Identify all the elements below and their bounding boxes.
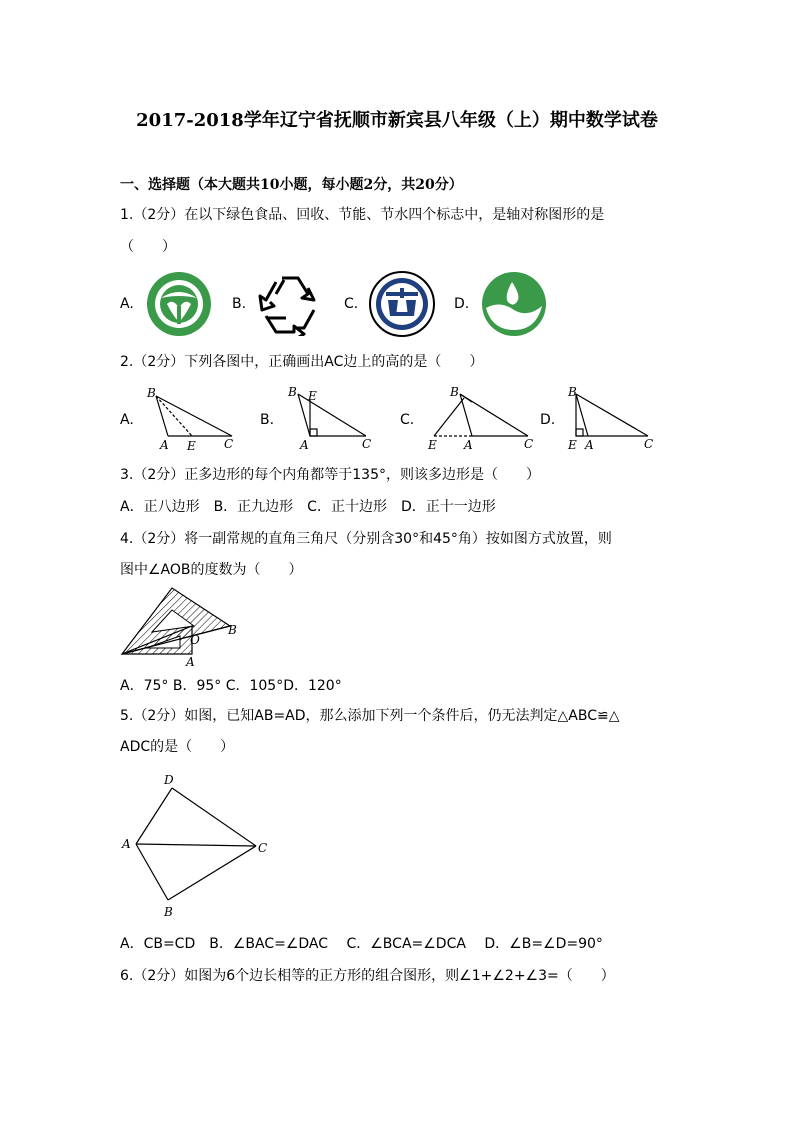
- q2a-label-a: A: [160, 438, 169, 452]
- water-saving-logo: [480, 270, 548, 338]
- question-1-blank: （ ）: [120, 239, 176, 255]
- q2d-label-c: C: [644, 437, 654, 451]
- q2c-label-e: E: [428, 438, 437, 452]
- section-heading: 一、选择题（本大题共10小题，每小题2分，共20分）: [120, 177, 463, 193]
- q1-option-d-label: D.: [454, 296, 470, 312]
- question-4-text: 4.（2分）将一副常规的直角三角尺（分别含30°和45°角）按如图方式放置，则: [120, 531, 612, 547]
- q5-label-b: B: [164, 905, 173, 919]
- q2a-label-b: B: [147, 386, 156, 400]
- q5-quadrilateral-figure: [116, 770, 276, 922]
- q2b-label-b: B: [288, 385, 297, 399]
- q2c-label-c: C: [524, 437, 534, 451]
- q1-option-a-label: A.: [120, 296, 134, 312]
- q5-label-c: C: [258, 841, 268, 855]
- q2d-label-b: B: [568, 385, 577, 399]
- q4-label-b: B: [228, 623, 237, 637]
- q1-option-c-label: C.: [344, 296, 359, 312]
- question-1-text: 1.（2分）在以下绿色食品、回收、节能、节水四个标志中，是轴对称图形的是: [120, 207, 605, 223]
- energy-saving-logo: [368, 270, 436, 338]
- q2b-label-c: C: [362, 437, 372, 451]
- question-4-text-line2: 图中∠AOB的度数为（ ）: [120, 562, 303, 578]
- q2c-label-b: B: [450, 385, 459, 399]
- green-food-logo: [145, 270, 213, 338]
- q2-figure-d: [564, 384, 660, 454]
- question-6-text: 6.（2分）如图为6个边长相等的正方形的组合图形，则∠1+∠2+∠3=（ ）: [120, 968, 615, 984]
- question-5-options: A．CB=CD B．∠BAC=∠DAC C．∠BCA=∠DCA D．∠B=∠D=90°: [120, 936, 603, 952]
- q2-option-d-label: D.: [540, 412, 556, 428]
- question-5-text-line2: ADC的是（ ）: [120, 739, 235, 755]
- q4-label-o: O: [190, 633, 200, 647]
- q2a-label-c: C: [224, 437, 234, 451]
- question-4-options: A．75° B．95° C．105°D．120°: [120, 678, 342, 694]
- q2b-label-e: E: [308, 389, 317, 403]
- q2-figure-c: [424, 384, 544, 454]
- q1-option-b-label: B.: [232, 296, 247, 312]
- page-title: 2017-2018学年辽宁省抚顺市新宾县八年级（上）期中数学试卷: [136, 110, 658, 131]
- q2-option-c-label: C.: [400, 412, 415, 428]
- q2c-label-a: A: [464, 438, 473, 452]
- question-3-options: A．正八边形 B．正九边形 C．正十边形 D．正十一边形: [120, 499, 496, 515]
- q4-triangle-rulers-figure: [118, 582, 242, 670]
- q5-label-a: A: [122, 837, 131, 851]
- question-3-text: 3.（2分）正多边形的每个内角都等于135°，则该多边形是（ ）: [120, 467, 540, 483]
- q5-label-d: D: [164, 773, 174, 787]
- question-2-text: 2.（2分）下列各图中，正确画出AC边上的高的是（ ）: [120, 354, 484, 370]
- q2-figure-a: [146, 384, 236, 454]
- q2-option-a-label: A.: [120, 412, 134, 428]
- q2a-label-e: E: [187, 439, 196, 453]
- q2-option-b-label: B.: [260, 412, 275, 428]
- q2d-label-e: E: [568, 438, 577, 452]
- recycle-logo: [256, 270, 324, 336]
- q2d-label-a: A: [585, 438, 594, 452]
- question-5-text: 5.（2分）如图，已知AB=AD，那么添加下列一个条件后，仍无法判定△ABC≌△: [120, 708, 620, 724]
- q2-figure-b: [286, 384, 378, 454]
- q4-label-a: A: [186, 655, 195, 669]
- q2b-label-a: A: [300, 438, 309, 452]
